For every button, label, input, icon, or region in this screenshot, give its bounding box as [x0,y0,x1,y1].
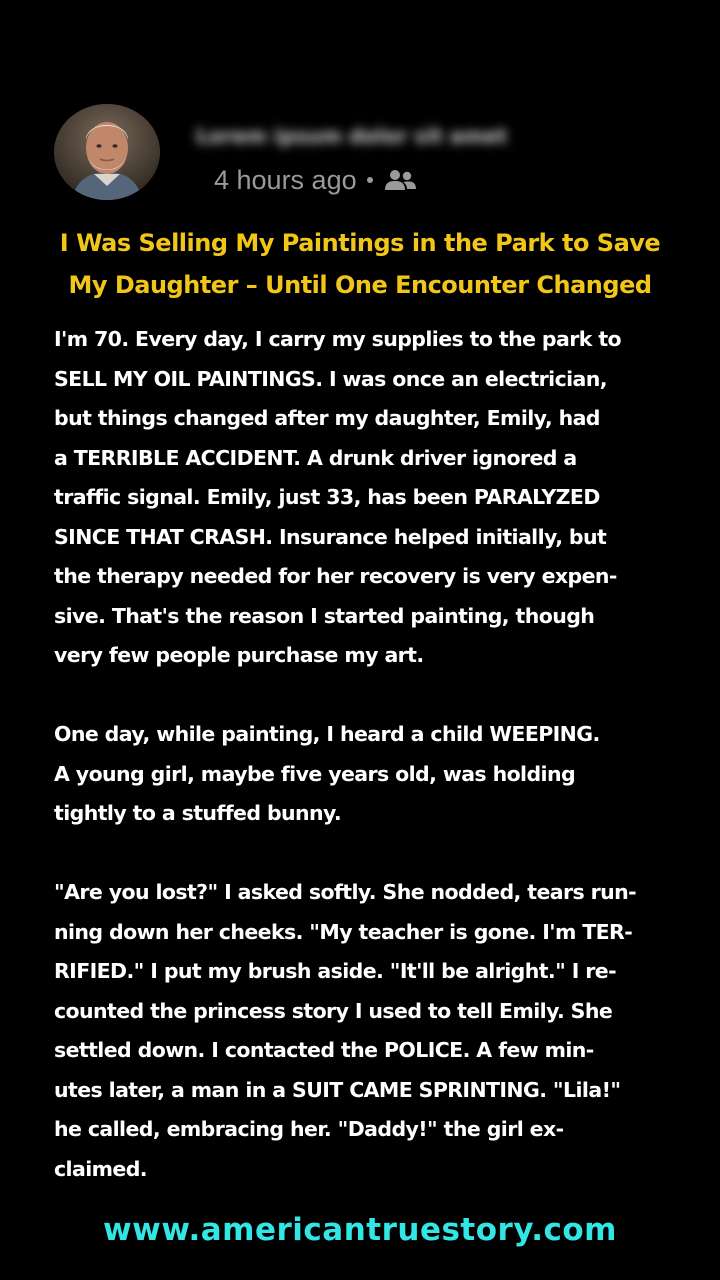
story-paragraph [54,715,654,834]
story-line: tightly to a stuffed bunny. [54,801,342,825]
friends-icon[interactable] [383,168,417,192]
story-title-line: My Daughter – Until One Encounter Changed [68,271,652,299]
website-link[interactable]: www.americantruestory.com [103,1212,617,1248]
story-line: very few people purchase my art. [54,643,424,667]
story-line: One day, while painting, I heard a child WEEPING. [54,722,600,746]
story-title [40,222,680,306]
post-header [54,104,674,204]
author-name[interactable]: Lorem ipsum dolor sit amet [196,124,508,148]
post-meta [214,162,417,198]
story-line: I'm 70. Every day, I carry my supplies to the park to [54,327,622,351]
post-timestamp[interactable]: 4 hours ago [214,164,357,195]
author-avatar[interactable] [54,104,160,200]
story-line: settled down. I contacted the POLICE. A few min- [54,1038,594,1062]
story-line: he called, embracing her. "Daddy!" the girl ex- [54,1117,564,1141]
story-line: utes later, a man in a SUIT CAME SPRINTING. "Lila!" [54,1077,621,1102]
story-line: SELL MY OIL PAINTINGS. I was once an electrician, [54,366,607,391]
story-line: but things changed after my daughter, Emily, had [54,406,600,430]
story-line: ning down her cheeks. "My teacher is gone. I'm TER- [54,919,633,944]
story-line: RIFIED." I put my brush aside. "It'll be alright." I re- [54,959,617,983]
story-line: "Are you lost?" I asked softly. She nodded, tears run- [54,880,637,904]
story-line: counted the princess story I used to tell Emily. She [54,998,613,1023]
story-line: the therapy needed for her recovery is very expen- [54,564,617,588]
story-line: A young girl, maybe five years old, was holding [54,761,576,786]
story-line: sive. That's the reason I started painting, though [54,603,595,628]
story-line: SINCE THAT CRASH. Insurance helped initially, but [54,524,607,549]
story-paragraph [54,320,654,676]
story-paragraph [54,873,654,1189]
story-line: traffic signal. Emily, just 33, has been PARALYZED [54,485,600,509]
story-title-line: I Was Selling My Paintings in the Park to Save [59,229,661,257]
story-body [54,320,654,1229]
separator-dot [367,177,373,183]
story-line: a TERRIBLE ACCIDENT. A drunk driver ignored a [54,445,577,470]
story-line: claimed. [54,1156,147,1181]
avatar-portrait-icon [54,104,160,200]
